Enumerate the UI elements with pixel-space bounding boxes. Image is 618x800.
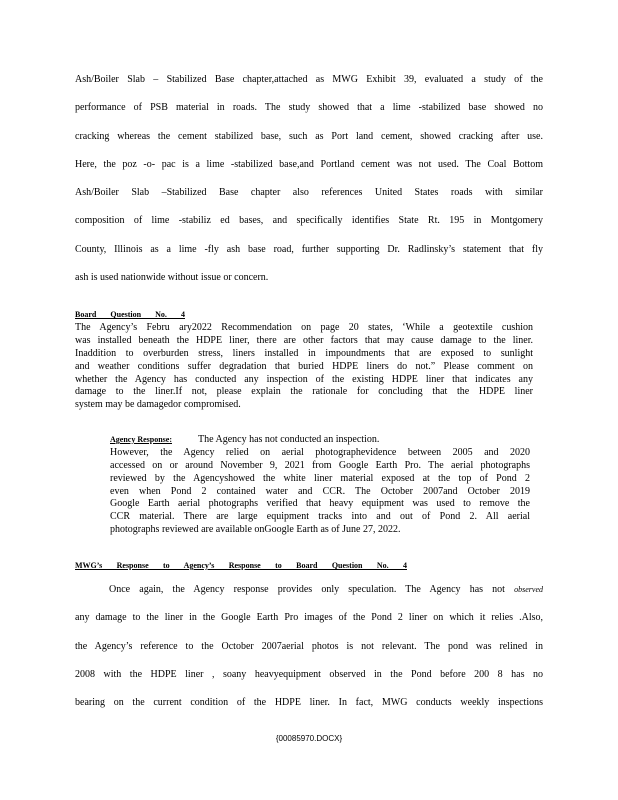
text-line: any damage to the liner in the Google Earth Pro images of the Pond 2 liner on which it relies .Also, (75, 612, 543, 624)
text-line: damage to the liner.If not, please explain the rationale for concluding that the HDPE liner (75, 386, 533, 398)
paragraph-mwg-response (75, 580, 543, 721)
text-line: cracking whereas the cement stabilized base, such as Port land cement, showed cracking after use. (75, 130, 543, 142)
text-line: and weather conditions suffer degradation that buried HDPE liners do not.” Please comment on (75, 360, 533, 372)
text-line: whether the Agency has conducted any inspection of the existing HDPE liner that indicates any (75, 373, 533, 385)
text-run: Once again, the Agency response provides only speculation. The Agency has not (109, 584, 505, 595)
agency-response-first: The Agency has not conducted an inspection. (198, 434, 380, 445)
text-line: accessed on or around November 9, 2021 from Google Earth Pro. The aerial photographs (110, 459, 530, 471)
text-line: bearing on the current condition of the HDPE liner. In fact, MWG conducts weekly inspections (75, 697, 543, 709)
text-line: Inaddition to overburden stress, liners installed in impoundments that are exposed to sunlight (75, 347, 533, 359)
text-line: photographs reviewed are available onGoogle Earth as of June 27, 2022. (110, 524, 401, 536)
text-line: reviewed by the Agencyshowed the white liner material exposed at the top of Pond 2 (110, 472, 530, 484)
text-line: performance of PSB material in roads. The study showed that a lime -stabilized base showed no (75, 102, 543, 114)
text-line: was installed beneath the HDPE liner, there are other factors that may cause damage to the liner. (75, 334, 533, 346)
text-line: CCR material. There are large equipment tracks into and out of Pond 2. All aerial (110, 511, 530, 523)
text-line: the Agency’s reference to the October 2007aerial photos is not relevant. The pond was relined in (75, 640, 543, 652)
board-question-heading: Board Question No. 4 (75, 310, 185, 319)
text-line: Here, the poz -o- pac is a lime -stabilized base,and Portland cement was not used. The Coal Bottom (75, 158, 543, 170)
mwg-response-heading: MWG’s Response to Agency’s Response to Board Question No. 4 (75, 561, 407, 570)
text-line: However, the Agency relied on aerial photographevidence between 2005 and 2020 (110, 446, 530, 458)
text-line (110, 434, 530, 447)
board-question-text (75, 322, 533, 412)
text-line: composition of lime -stabiliz ed bases, and specifically identifies State Rt. 195 in Montgomery (75, 215, 543, 227)
document-footer: {00085970.DOCX} (275, 734, 343, 743)
agency-response-label: Agency Response: (110, 435, 172, 444)
text-line: Ash/Boiler Slab –Stabilized Base chapter also references United States roads with similar (75, 187, 543, 199)
text-line: Ash/Boiler Slab – Stabilized Base chapter,attached as MWG Exhibit 39, evaluated a study of the (75, 74, 543, 85)
emphasis-observed: observed (514, 585, 543, 594)
text-line: even when Pond 2 contained water and CCR. The October 2007and October 2019 (110, 485, 530, 497)
text-line: Google Earth aerial photographs verified that heavy equipment was used to remove the (110, 498, 530, 510)
text-line: 2008 with the HDPE liner , soany heavyequipment observed in the Pond before 200 8 has no (75, 668, 543, 680)
text-line: ash is used nationwide without issue or concern. (75, 272, 269, 284)
text-line (75, 580, 543, 608)
paragraph-psb-study (75, 70, 543, 296)
text-line: system may be damagedor compromised. (75, 399, 241, 411)
agency-response (110, 434, 530, 537)
text-line: County, Illinois as a lime -fly ash base road, further supporting Dr. Radlinsky’s statement that fly (75, 243, 543, 255)
text-line: The Agency’s Febru ary2022 Recommendation on page 20 states, ‘While a geotextile cushion (75, 322, 533, 333)
